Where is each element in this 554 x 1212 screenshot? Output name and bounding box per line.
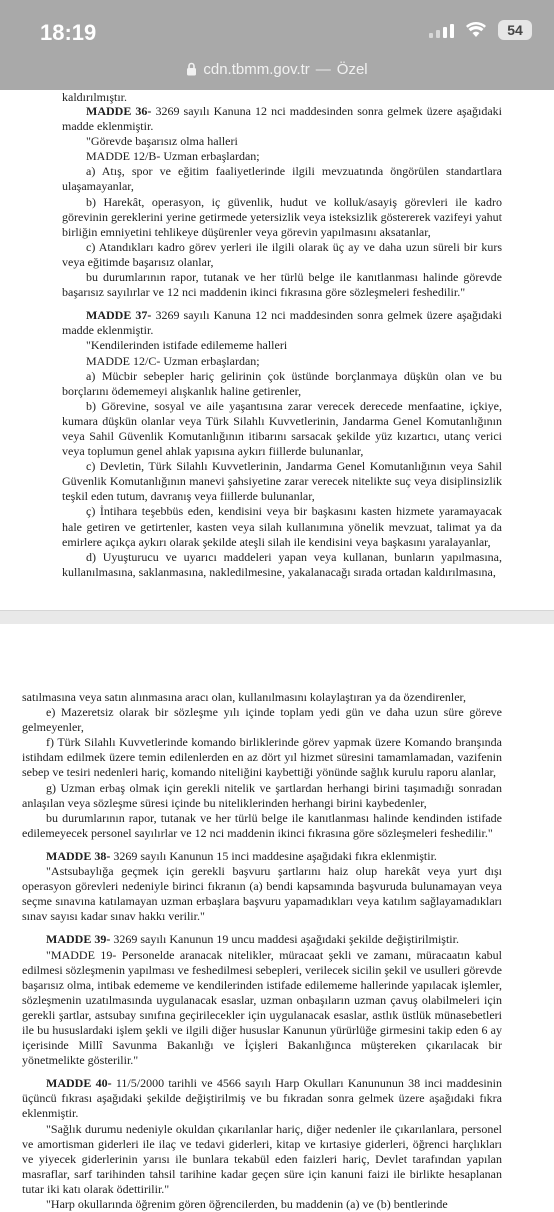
privacy-label: Özel xyxy=(336,60,368,78)
article-37-item-b: b) Görevine, sosyal ve aile yaşantısına zarar verecek derecede menfaatine, içkiye, kumara düşkün olanlar veya Türk Silahlı Kuvvetlerinin, Jandarma Genel Komutanlığının veya Sahil Güvenlik Komutanlığının itibarını sarsacak şekilde yüz kızartıcı, utanç verici veya toplumun genel ahlak yapısına aykırı fiillerde bulunanlar, xyxy=(62,398,502,459)
article-37-item-g: g) Uzman erbaş olmak için gerekli nitelik ve şartlardan herhangi birini taşımadığı sonradan anlaşılan veya sözleşme süresi içinde bu niteliklerinden herhangi birini kaybedenler, xyxy=(22,780,502,810)
status-time: 18:19 xyxy=(40,20,97,45)
article-38-intro: 3269 sayılı Kanunun 15 inci maddesine aşağıdaki fıkra eklenmiştir. xyxy=(113,848,437,863)
document-page-1 xyxy=(0,90,554,610)
page-1-text xyxy=(62,104,502,580)
status-icons xyxy=(429,20,532,40)
address-bar[interactable] xyxy=(0,56,554,82)
article-37-item-cc: ç) İntihara teşebbüs eden, kendisini veya bir başkasını kasten hizmete yaramayacak hale getiren ve getirtenler, kasten veya silah kullanımına yönelik mevzuat, talimat ya da emirlere açıkça aykırı olarak şekilde ateşli silah ile kendisini veya başkasını yaralayanlar, xyxy=(62,504,502,549)
page-2-text xyxy=(22,690,502,1212)
article-40-intro: 11/5/2000 tarihli ve 4566 sayılı Harp Okulları Kanununun 38 inci maddesinin üçüncü fıkrası aşağıdaki şekilde değiştirilmiş ve bu fıkradan sonra gelmek üzere aşağıdaki fıkra eklenmiştir. xyxy=(22,1076,502,1121)
article-36-end: bu durumlarının rapor, tutanak ve her türlü belge ile kanıtlanması halinde görevde başarısız sayılırlar ve 12 nci maddenin ikinci fıkrasına göre sözleşmeleri feshedilir." xyxy=(62,270,502,300)
article-38-title: MADDE 38- xyxy=(46,848,111,863)
article-38-text: "Astsubaylığa geçmek için gerekli başvuru şartlarını haiz olup harekât veya yurt dışı operasyon görevleri nedeniyle birinci fıkranın (a) bendi kapsamında başvuruda bulunamayan veya seçme sınavına katılamayan uzman erbaşlara başvuru yapamadıkları veya katılım sağlayamadıkları sınav sayısı kadar sınav hakkı verilir." xyxy=(22,864,502,924)
cellular-signal-icon xyxy=(429,22,454,38)
article-39-intro: 3269 sayılı Kanunun 19 uncu maddesi aşağıdaki şekilde değiştirilmiştir. xyxy=(113,932,459,947)
article-36-line-2: MADDE 12/B- Uzman erbaşlardan; xyxy=(86,149,260,164)
continuation-line: satılmasına veya satın alınmasına aracı olan, kullanılmasını kolaylaştıran ya da özendirenler, xyxy=(22,690,467,704)
wifi-icon xyxy=(466,22,486,38)
article-37-end: bu durumlarının rapor, tutanak ve her türlü belge ile kanıtlanması halinde kendinden istifade edilemeyecek personel sayılırlar ve 12 nci maddenin ikinci fıkrasına göre sözleşmeleri feshedilir." xyxy=(22,810,502,840)
article-37-item-a: a) Mücbir sebepler hariç gelirinin çok üstünde borçlanmaya düşkün olan ve bu borçlarını ödememeyi alışkanlık haline getirenler, xyxy=(62,368,502,398)
article-37-item-c: c) Devletin, Türk Silahlı Kuvvetlerinin, Jandarma Genel Komutanlığının veya Sahil Güvenlik Komutanlığının manevi şahsiyetine zarar verecek nitelikte suç veya disiplinsizlik teşkil eden tutum, davranış veya fiillerde bulunanlar, xyxy=(62,459,502,504)
article-36-item-b: b) Harekât, operasyon, iç güvenlik, hudut ve kolluk/asayiş görevleri ile kadro görevinin gereklerini yerine getirmede yetersizlik veya isteksizlik göstererek vazifeyi yahut birliğin emniyetini tehlikeye düşürenler veya görevin yapılmasını aksatanlar, xyxy=(62,194,502,239)
browser-top-bar xyxy=(0,0,554,90)
article-37-item-d: d) Uyuşturucu ve uyarıcı maddeleri yapan veya kullanan, bunların yapılmasına, kullanılmasına, saklanmasına, nakledilmesine, yakalanacağı sırada ortadan kaldırılmasına, xyxy=(62,549,502,579)
lock-icon xyxy=(186,62,197,76)
article-40-next: "Harp okullarında öğrenim gören öğrencilerden, bu maddenin (a) ve (b) bentlerinde xyxy=(46,1197,448,1211)
article-37-line-1: "Kendilerinden istifade edilememe halleri xyxy=(86,338,288,353)
article-37-item-e: e) Mazeretsiz olarak bir sözleşme yılı içinde toplam yedi gün ve daha uzun süre göreve gelmeyenler, xyxy=(22,705,502,735)
article-40-text: "Sağlık durumu nedeniyle okuldan çıkarılanlar hariç, diğer nedenler ile çıkarılanlara, personel ve amortisman giderleri ile ilaç ve tedavi giderleri, kitap ve kırtasiye giderleri, öğrenci harçlıkları ve yiyecek giderlerinin yarısı ile bunlara tekabül eden faizleri hariç, Devlet tarafından yapılan masraflar, sarf tarihinden tahsil tarihine kadar geçen süre için kanuni faizi ile birlikte hesaplanan tutar iki katı olarak ödettirilir." xyxy=(22,1121,502,1196)
url-separator: — xyxy=(315,60,331,78)
url-text: cdn.tbmm.gov.tr xyxy=(203,60,310,78)
article-36-title: MADDE 36- xyxy=(86,104,152,118)
article-39-text: "MADDE 19- Personelde aranacak nitelikler, müracaat şekli ve zamanı, müracaatın kabul edilmesi sözleşmenin yapılması ve feshedilmesi sebepleri, verilecek sicilin şekil ve usulleri görevde başarısız olma, intibak edememe ve kendilerinden istifade edilememe hallerinde yapılacak işlemler, sözleşmenin uzatılmasında uygulanacak esaslar, uzman onbaşıların uzman çavuş olabilmeleri için gerekli şartlar, astsubay sınıfına geçirilecekler için uygulanacak esaslar, astlık üstlük münasebetleri ile bu hususlardaki işlem şekli ve ilgili diğer hususlar Kanunun yürürlüğe girmesini takip eden 6 ay içerisinde Millî Savunma Bakanlığı ve İçişleri Bakanlığınca müştereken çıkarılacak bir yönetmelikte gösterilir." xyxy=(22,947,502,1068)
article-36-item-c: c) Atandıkları kadro görev yerleri ile ilgili olarak üç ay ve daha uzun süreli bir kurs veya eğitimde başarısız olanlar, xyxy=(62,239,502,269)
article-36-line-1: "Görevde başarısız olma halleri xyxy=(86,134,238,149)
document-page-2 xyxy=(0,624,554,1211)
article-39-title: MADDE 39- xyxy=(46,932,111,947)
article-37-item-f: f) Türk Silahlı Kuvvetlerinde komando birliklerinde görev yapmak üzere Komando branşında istihdam edilmek üzere temin edilenlerden en az dört yıl hizmet süresini tamamlamadan, vazifenin sebep ve tesiri nedenleri hariç, komando niteliğini kaybettiği yönünde sağlık kurulu raporu alanlar, xyxy=(22,735,502,780)
article-40-title: MADDE 40- xyxy=(46,1076,112,1091)
cut-text-line: kaldırılmıştır. xyxy=(62,90,127,104)
battery-icon: 54 xyxy=(498,20,532,40)
article-36-item-a: a) Atış, spor ve eğitim faaliyetlerinde ilgili mevzuatında öngörülen standartlara ulaşamayanlar, xyxy=(62,164,502,194)
article-37-intro: 3269 sayılı Kanuna 12 nci maddesinden sonra gelmek üzere aşağıdaki madde eklenmiştir. xyxy=(62,308,503,338)
article-36-intro: 3269 sayılı Kanuna 12 nci maddesinden sonra gelmek üzere aşağıdaki madde eklenmiştir. xyxy=(62,104,503,134)
article-37-line-2: MADDE 12/C- Uzman erbaşlardan; xyxy=(86,353,260,368)
article-37-title: MADDE 37- xyxy=(86,308,152,323)
